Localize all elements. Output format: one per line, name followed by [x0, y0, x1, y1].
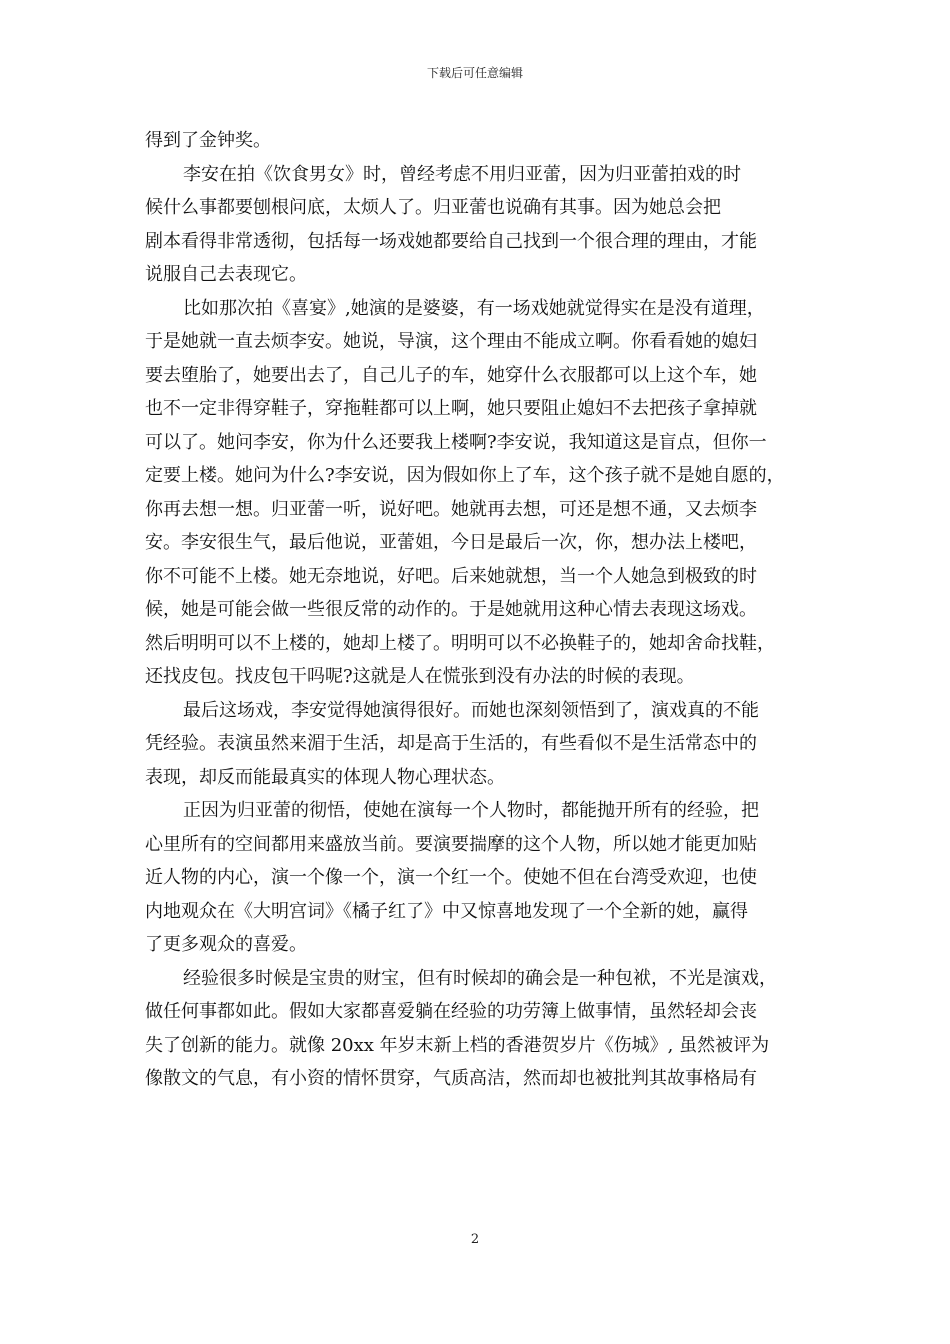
text-line: 要去堕胎了，她要出去了，自己儿子的车，她穿什么衣服都可以上这个车，她	[145, 364, 757, 386]
text-line: 做任何事都如此。假如大家都喜爱躺在经验的功劳簿上做事情，虽然轻却会丧	[145, 1001, 757, 1022]
text-line: 失了创新的能力。就像 20xx 年岁末新上档的香港贺岁片《伤城》, 虽然被评为	[145, 1034, 770, 1056]
document-body	[145, 124, 810, 1096]
text-line: 最后这场戏，李安觉得她演得很好。而她也深刻领悟到了，演戏真的不能	[183, 699, 759, 721]
text-line: 定要上楼。她问为什么?李安说，因为假如你上了车，这个孩子就不是她自愿的，	[145, 465, 785, 486]
text-line: 安。李安很生气，最后他说，亚蕾姐，今日是最后一次，你，想办法上楼吧，	[145, 532, 757, 553]
text-line: 表现，却反而能最真实的体现人物心理状态。	[145, 766, 505, 788]
page-header: 下载后可任意编辑	[426, 66, 523, 80]
text-line: 候，她是可能会做一些很反常的动作的。于是她就用这种心情去表现这场戏。	[145, 599, 757, 620]
text-line: 李安在拍《饮食男女》时，曾经考虑不用归亚蕾，因为归亚蕾拍戏的时	[183, 163, 741, 185]
text-line: 也不一定非得穿鞋子，穿拖鞋都可以上啊，她只要阻止媳妇不去把孩子拿掉就	[145, 398, 757, 419]
text-line: 凭经验。表演虽然来湄于生活，却是高于生活的，有些看似不是生活常态中的	[145, 733, 757, 754]
text-line: 剧本看得非常透彻，包括每一场戏她都要给自己找到一个很合理的理由，才能	[145, 230, 757, 252]
text-line: 你再去想一想。归亚蕾一听，说好吧。她就再去想，可还是想不通，又去烦李	[145, 498, 757, 520]
text-line: 说服自己去表现它。	[145, 264, 307, 285]
text-line: 经验很多时候是宝贵的财宝，但有时候却的确会是一种包袱，不光是演戏，	[183, 967, 777, 989]
text-line: 心里所有的空间都用来盛放当前。要演要揣摩的这个人物，所以她才能更加贴	[145, 833, 757, 855]
text-line: 还找皮包。找皮包干吗呢?这就是人在慌张到没有办法的时候的表现。	[145, 666, 695, 687]
page-number: 2	[470, 1232, 480, 1247]
text-line: 正因为归亚蕾的彻悟，使她在演每一个人物时，都能抛开所有的经验，把	[183, 800, 759, 821]
text-line: 你不可能不上楼。她无奈地说，好吧。后来她就想，当一个人她急到极致的时	[145, 565, 757, 587]
text-line: 内地观众在《大明宫词》《橘子红了》中又惊喜地发现了一个全新的她，赢得	[145, 900, 748, 922]
text-line: 了更多观众的喜爱。	[145, 934, 307, 955]
text-line: 得到了金钟奖。	[145, 130, 271, 151]
text-line: 像散文的气息，有小资的情怀贯穿，气质高洁，然而却也被批判其故事格局有	[145, 1068, 757, 1089]
text-line: 近人物的内心，演一个像一个，演一个红一个。使她不但在台湾受欢迎，也使	[145, 867, 757, 888]
text-line: 候什么事都要刨根问底，太烦人了。归亚蕾也说确有其事。因为她总会把	[145, 197, 721, 218]
text-line: 比如那次拍《喜宴》,她演的是婆婆，有一场戏她就觉得实在是没有道理，	[183, 297, 765, 319]
text-line: 然后明明可以不上楼的，她却上楼了。明明可以不必换鞋子的，她却舍命找鞋，	[145, 632, 775, 654]
text-line: 于是她就一直去烦李安。她说，导演，这个理由不能成立啊。你看看她的媳妇	[145, 331, 757, 352]
text-line: 可以了。她问李安，你为什么还要我上楼啊?李安说，我知道这是盲点，但你一	[145, 431, 767, 453]
